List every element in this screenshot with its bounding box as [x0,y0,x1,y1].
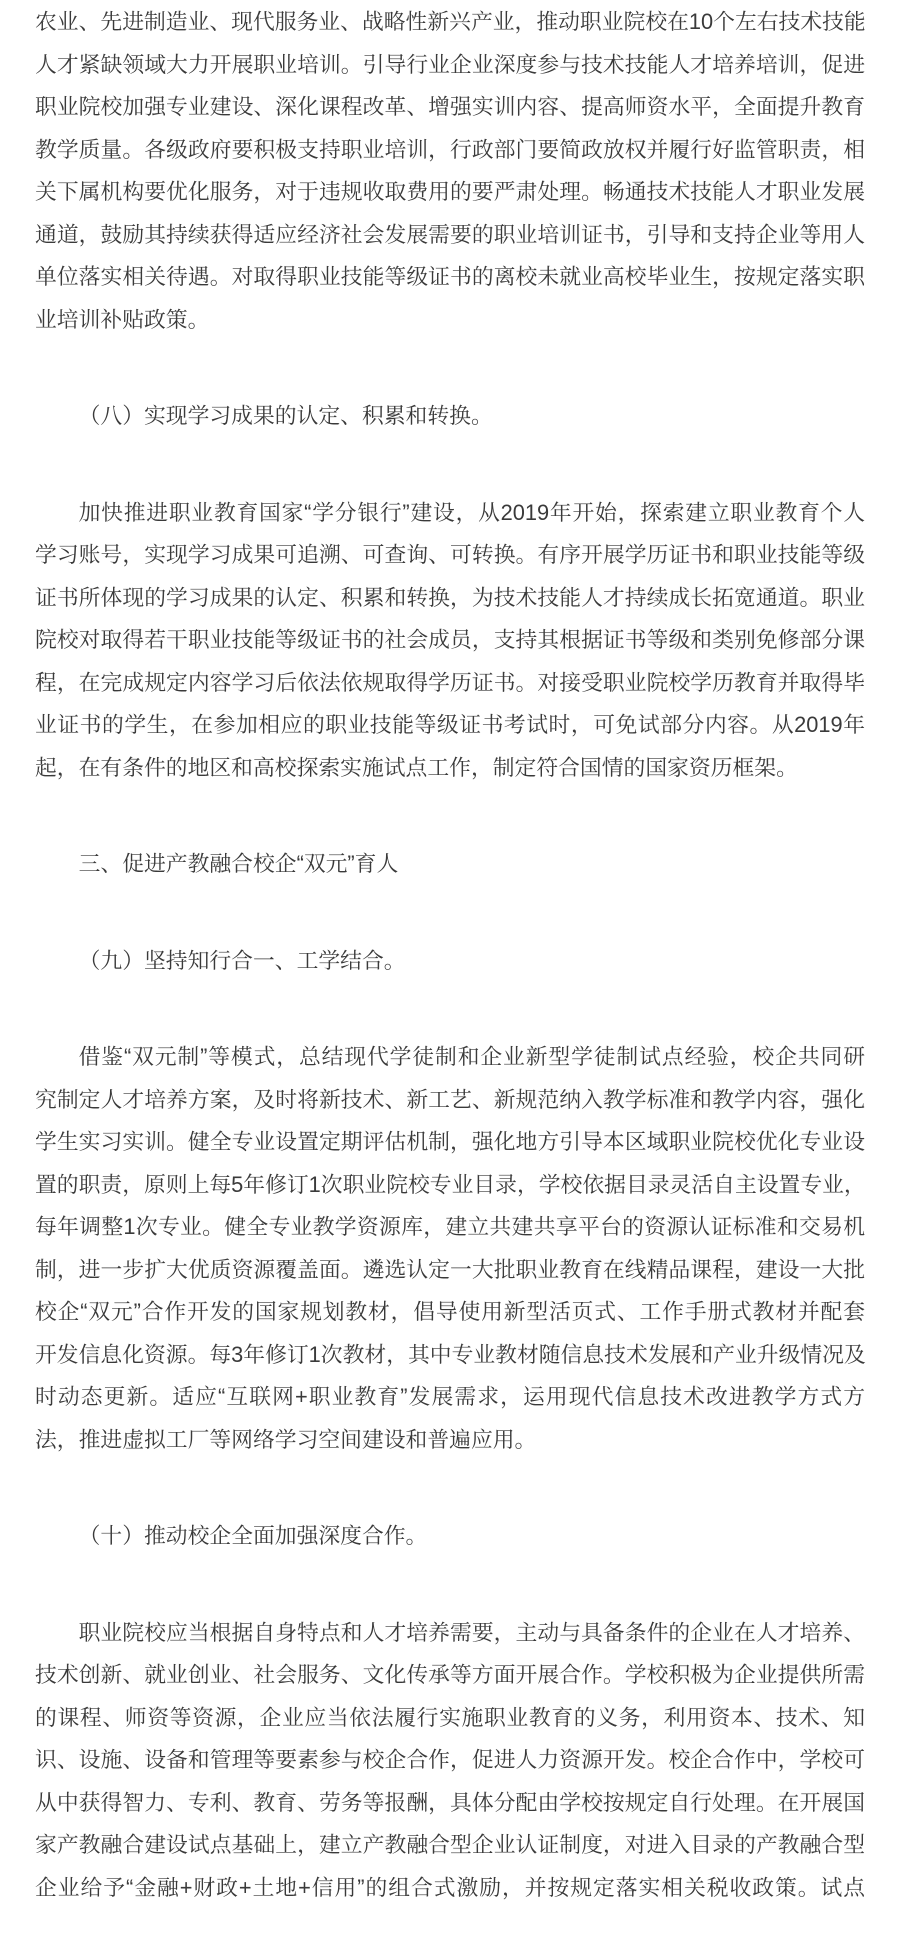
text-line: （十）推动校企全面加强深度合作。 [78,1523,428,1548]
text-line: 通道，鼓励其持续获得适应经济社会发展需要的职业培训证书，引导和支持企业等用人 [35,221,865,247]
paragraph [35,1612,865,1910]
text-line: 业培训补贴政策。 [35,306,210,332]
text-line: 家产教融合建设试点基础上，建立产教融合型企业认证制度，对进入目录的产教融合型 [35,1832,865,1857]
text-line: 职业院校加强专业建设、深化课程改革、增强实训内容、提高师资水平，全面提升教育 [35,94,865,119]
item-heading [35,1515,865,1558]
text-line: 人才紧缺领域大力开展职业培训。引导行业企业深度参与技术技能人才培养培训，促进 [35,51,865,77]
text-line: 加快推进职业教育国家“学分银行”建设，从2019年开始，探索建立职业教育个人 [78,499,865,525]
text-line: 的课程、师资等资源，企业应当依法履行实施职业教育的义务，利用资本、技术、知 [35,1704,865,1730]
text-line: 法，推进虚拟工厂等网络学习空间建设和普遍应用。 [35,1426,537,1452]
text-line: 究制定人才培养方案，及时将新技术、新工艺、新规范纳入教学标准和教学内容，强化 [35,1086,865,1112]
text-line: 每年调整1次专业。健全专业教学资源库，建立共建共享平台的资源认证标准和交易机 [35,1214,865,1239]
document-body [35,1,865,1909]
item-heading [35,395,865,438]
text-line: 关下属机构要优化服务，对于违规收取费用的要严肃处理。畅通技术技能人才职业发展 [35,179,865,204]
text-line: 三、促进产教融合校企“双元”育人 [78,851,399,876]
text-line: 业证书的学生，在参加相应的职业技能等级证书考试时，可免试部分内容。从2019年 [35,712,865,737]
text-line: 起，在有条件的地区和高校探索实施试点工作，制定符合国情的国家资历框架。 [35,754,798,780]
paragraph [35,1036,865,1461]
text-line: 从中获得智力、专利、教育、劳务等报酬，具体分配由学校按规定自行处理。在开展国 [35,1789,865,1815]
text-line: 学习账号，实现学习成果可追溯、可查询、可转换。有序开展学历证书和职业技能等级 [35,542,865,567]
text-line: 时动态更新。适应“互联网+职业教育”发展需求，运用现代信息技术改进教学方式方 [35,1384,865,1409]
text-line: 制，进一步扩大优质资源覆盖面。遴选认定一大批职业教育在线精品课程，建设一大批 [35,1256,865,1282]
chapter-heading [35,843,865,886]
text-line: 证书所体现的学习成果的认定、积累和转换，为技术技能人才持续成长拓宽通道。职业 [35,584,865,610]
paragraph [35,1,865,341]
text-line: 校企“双元”合作开发的国家规划教材，倡导使用新型活页式、工作手册式教材并配套 [35,1299,865,1324]
text-line: 置的职责，原则上每5年修订1次职业院校专业目录，学校依据目录灵活自主设置专业， [35,1171,866,1197]
text-line: 教学质量。各级政府要积极支持职业培训，行政部门要简政放权并履行好监管职责，相 [35,136,865,162]
text-line: 识、设施、设备和管理等要素参与校企合作，促进人力资源开发。校企合作中，学校可 [35,1747,865,1772]
text-line: 单位落实相关待遇。对取得职业技能等级证书的离校未就业高校毕业生，按规定落实职 [35,264,865,289]
text-line: 借鉴“双元制”等模式，总结现代学徒制和企业新型学徒制试点经验，校企共同研 [78,1044,865,1069]
text-line: （九）坚持知行合一、工学结合。 [78,947,406,973]
text-line: 开发信息化资源。每3年修订1次教材，其中专业教材随信息技术发展和产业升级情况及 [35,1341,866,1367]
paragraph [35,492,865,790]
text-line: 农业、先进制造业、现代服务业、战略性新兴产业，推动职业院校在10个左右技术技能 [35,9,866,34]
text-line: 院校对取得若干职业技能等级证书的社会成员，支持其根据证书等级和类别免修部分课 [35,627,865,652]
text-line: 企业给予“金融+财政+土地+信用”的组合式激励，并按规定落实相关税收政策。试点 [35,1874,865,1900]
text-line: 技术创新、就业创业、社会服务、文化传承等方面开展合作。学校积极为企业提供所需 [35,1662,865,1687]
text-line: 学生实习实训。健全专业设置定期评估机制，强化地方引导本区域职业院校优化专业设 [35,1129,865,1154]
text-line: 职业院校应当根据自身特点和人才培养需要，主动与具备条件的企业在人才培养、 [78,1619,865,1645]
item-heading [35,940,865,983]
text-line: 程，在完成规定内容学习后依法依规取得学历证书。对接受职业院校学历教育并取得毕 [35,669,865,695]
text-line: （八）实现学习成果的认定、积累和转换。 [78,403,493,428]
